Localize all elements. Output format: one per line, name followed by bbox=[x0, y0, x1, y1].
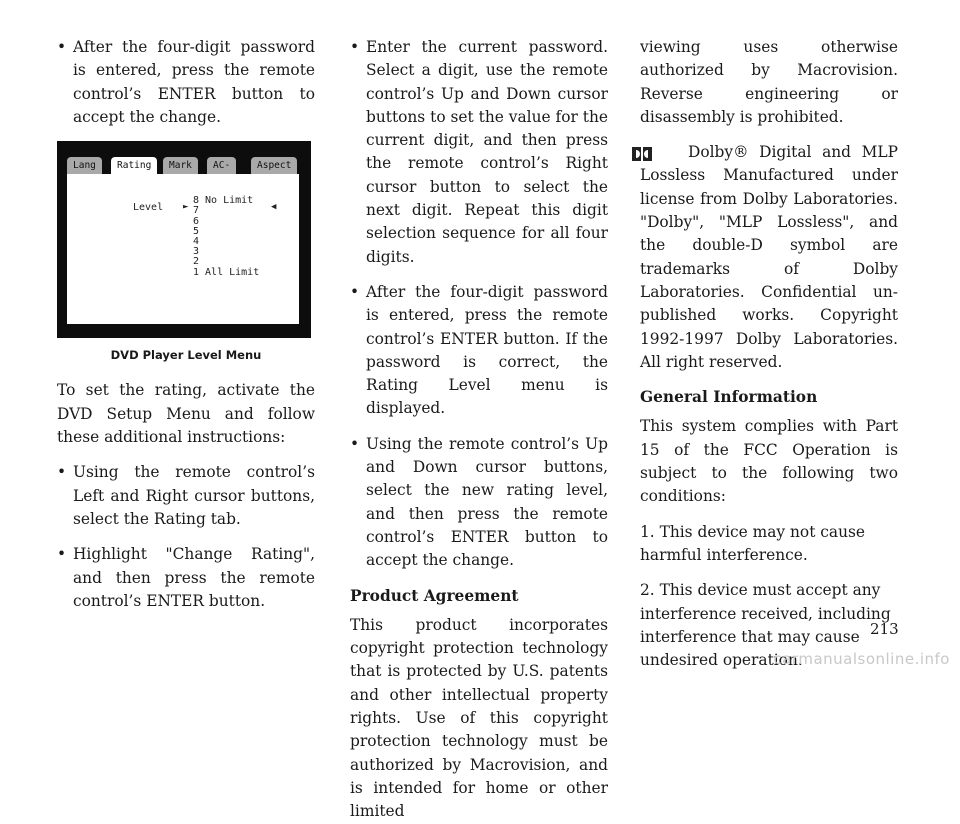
bullet-select-level: • Using the remote control’s Up and Down cursor buttons, select the new rating level, and then press the remote control’s ENTER button to accept the change. bbox=[350, 433, 608, 573]
level-item: 1 All Limit bbox=[193, 266, 260, 278]
product-agreement-continued: viewing uses otherwise authorized by Macrovision. Reverse engineering or disassembly is prohibited. bbox=[640, 38, 898, 126]
screen-panel bbox=[67, 174, 299, 324]
product-agreement-heading: Product Agreement bbox=[350, 586, 519, 605]
pointer-arrow-icon: ► bbox=[183, 202, 189, 213]
column-3 bbox=[640, 36, 898, 684]
level-item: 8 No Limit bbox=[193, 195, 254, 207]
general-information-heading: General Information bbox=[640, 388, 818, 407]
bullet-enter-password: • Enter the current password. Select a digit, use the remote control’s Up and Down cursor buttons to set the value for the current digit, and then press the remote control’s Right cursor button to select the next digit. Repeat this digit selection sequence for all four digits. bbox=[350, 36, 608, 269]
general-information-text: This system complies with Part 15 of the FCC Operation is subject to the following two conditions: bbox=[640, 417, 898, 506]
dolby-text: Dolby® Digital and MLP Lossless Manufactured under license from Dolby Laboratories. "Dolby", "MLP Lossless", and the double-D symbol are trademarks of Dolby Laboratories. Confidential unpublished works. Copyright 1992-1997 Dolby Laboratories. All right reserved. bbox=[640, 143, 898, 371]
dolby-double-d-icon bbox=[632, 147, 652, 161]
figure-caption: DVD Player Level Menu bbox=[110, 348, 262, 363]
tab-rating: Rating bbox=[111, 157, 157, 174]
tab-lang: Lang bbox=[67, 157, 102, 174]
page-number: 213 bbox=[870, 620, 899, 638]
watermark: carmanualsonline.info bbox=[773, 650, 950, 668]
level-item: 7 bbox=[193, 205, 200, 217]
level-item: 4 bbox=[193, 236, 200, 247]
product-agreement-text: This product incorporates copyright protection technology that is protected by U.S. patents and other intellectual property rights. Use of this copyright protection technology must be authorized by Macrovision, and is intended for home or other limited bbox=[350, 615, 608, 821]
rating-intro: To set the rating, activate the DVD Setup Menu and follow these additional instructions: bbox=[57, 381, 315, 447]
column-2 bbox=[350, 36, 608, 824]
level-item: 5 bbox=[193, 225, 200, 237]
dvd-level-menu-screen bbox=[57, 141, 311, 338]
fcc-condition-2: 2. This device must accept any interference received, including interference that may cause undesired operation. bbox=[640, 581, 891, 670]
bullet-after-password: • After the four-digit password is entered, press the remote control’s ENTER button. If the password is correct, the Rating Level menu is displayed. bbox=[350, 281, 608, 421]
bullet-confirm-change: • After the four-digit password is entered, press the remote control’s ENTER button to accept the change. bbox=[57, 36, 315, 129]
selection-arrow-icon: ◀ bbox=[271, 202, 277, 213]
fcc-condition-1: 1. This device may not cause harmful interference. bbox=[640, 522, 865, 564]
tab-mark: Mark bbox=[163, 157, 198, 174]
dolby-notice bbox=[640, 141, 898, 374]
tab-ac3: AC- bbox=[207, 157, 236, 174]
level-item: 6 bbox=[193, 215, 200, 227]
level-item: 2 bbox=[193, 256, 200, 268]
level-list bbox=[193, 196, 259, 278]
column-1 bbox=[57, 36, 315, 625]
bullet-highlight-change-rating: • Highlight "Change Rating", and then press the remote control’s ENTER button. bbox=[57, 543, 315, 613]
bullet-select-rating-tab: • Using the remote control’s Left and Right cursor buttons, select the Rating tab. bbox=[57, 461, 315, 531]
level-label: Level bbox=[133, 202, 164, 214]
tab-aspect: Aspect bbox=[251, 157, 297, 174]
level-item: 3 bbox=[193, 246, 200, 258]
